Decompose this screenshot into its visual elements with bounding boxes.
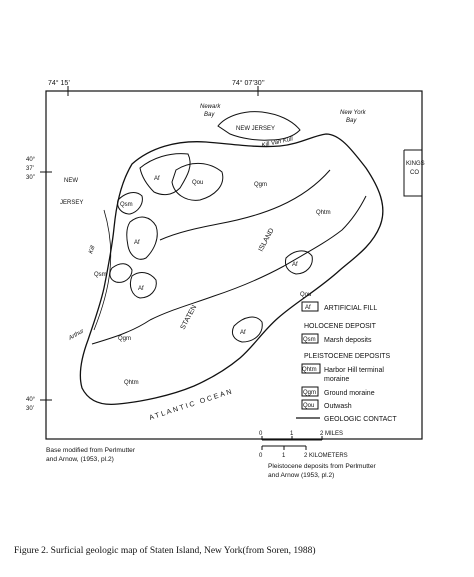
credit-right-line-2: and Arnow (1953, pl.2) [268,472,335,479]
lat-bottom-deg: 40° [26,397,36,403]
island-label: ISLAND [257,227,276,253]
qsm-marsh-lower [110,264,132,283]
staten-island-outline [80,134,382,404]
legend-code-qou: Qou [303,403,315,409]
lon-label-right: 74° 07’30’’ [232,80,265,87]
unit-qgm-north: Qgm [254,182,268,188]
unit-af-center: Af [134,240,140,246]
unit-qsm-lower: Qsm [94,272,107,278]
kings-co-label-1: KINGS [406,161,425,167]
legend-text-contact: GEOLOGIC CONTACT [324,416,397,423]
lat-top-min: 37’ [26,166,35,172]
legend-heading-holocene: HOLOCENE DEPOSIT [304,323,376,330]
scale-km-label-2: 2 KILOMETERS [304,453,348,459]
legend-text-af: ARTIFICIAL FILL [324,305,378,312]
moraine-contact-northwest [160,170,330,240]
arthur-kill-channel [94,210,111,330]
scale-km-label-0: 0 [259,453,263,459]
figure-caption: Figure 2. Surficial geologic map of Staten Island, New York(from Soren, 1988) [14,546,316,556]
unit-af-nw: Af [154,176,160,182]
kill-label: Kill [88,245,97,255]
credit-left-line-1: Base modified from Perlmutter [46,447,136,454]
new-york-bay-2: Bay [346,118,357,124]
legend-text-qsm: Marsh deposits [324,337,372,344]
af-fill-northwest [140,154,190,195]
new-jersey-west-2: JERSEY [60,200,84,206]
unit-qhtm-east: Qhtm [316,210,331,216]
lon-label-left: 74° 15’ [48,80,70,87]
lat-bottom-min: 30’ [26,406,35,412]
legend-text-qou: Outwash [324,403,352,410]
unit-qsm-upper: Qsm [120,202,133,208]
legend [296,302,397,423]
scale-miles-label-2: 2 MILES [320,431,344,437]
legend-code-qgm: Qgm [303,390,317,396]
staten-label: STATEN [179,304,199,331]
atlantic-ocean-label: ATLANTIC OCEAN [148,388,235,422]
scale-km-label-1: 1 [282,453,286,459]
new-york-bay-1: New York [340,110,366,116]
legend-text-qgm: Ground moraine [324,390,375,397]
credit-right-line-1: Pleistocene deposits from Perlmutter [268,463,376,470]
newark-bay-1: Newark [200,104,221,110]
credit-left [46,446,135,464]
unit-qhtm-south: Qhtm [124,380,139,386]
arthur-label: Arthur [68,328,86,342]
legend-code-qsm: Qsm [303,337,316,343]
legend-heading-pleistocene: PLEISTOCENE DEPOSITS [304,353,391,360]
af-fill-center [127,217,158,259]
map-frame [46,91,422,439]
scale-miles-label-1: 1 [290,431,294,437]
legend-code-qhtm: Qhtm [302,367,317,373]
af-fill-southeast-lower [232,317,262,342]
kings-co-label-2: CO [410,170,419,176]
lat-top-sec: 30’’ [26,175,36,181]
scale-bar [259,431,348,459]
new-jersey-top-label: NEW JERSEY [236,126,276,132]
legend-code-af: Af [305,305,311,311]
unit-af-sw: Af [138,286,144,292]
new-jersey-west-1: NEW [64,178,78,184]
credit-right [268,462,376,480]
unit-qou-n: Qou [192,180,204,186]
unit-qou-se: Qou [300,292,312,298]
legend-text-qhtm: Harbor Hill terminal [324,367,384,374]
unit-qgm-south: Qgm [118,336,132,342]
lat-top-deg: 40° [26,157,36,163]
kill-van-kull-label: Kill Van Kull [261,136,294,149]
credit-left-line-2: and Arnow, (1953, pl.2) [46,456,114,463]
scale-miles-label-0: 0 [259,431,263,437]
newark-bay-2: Bay [204,112,215,118]
legend-text-qhtm-2: moraine [324,376,350,383]
unit-af-se-upper: Af [292,262,298,268]
unit-af-se-lower: Af [240,330,246,336]
